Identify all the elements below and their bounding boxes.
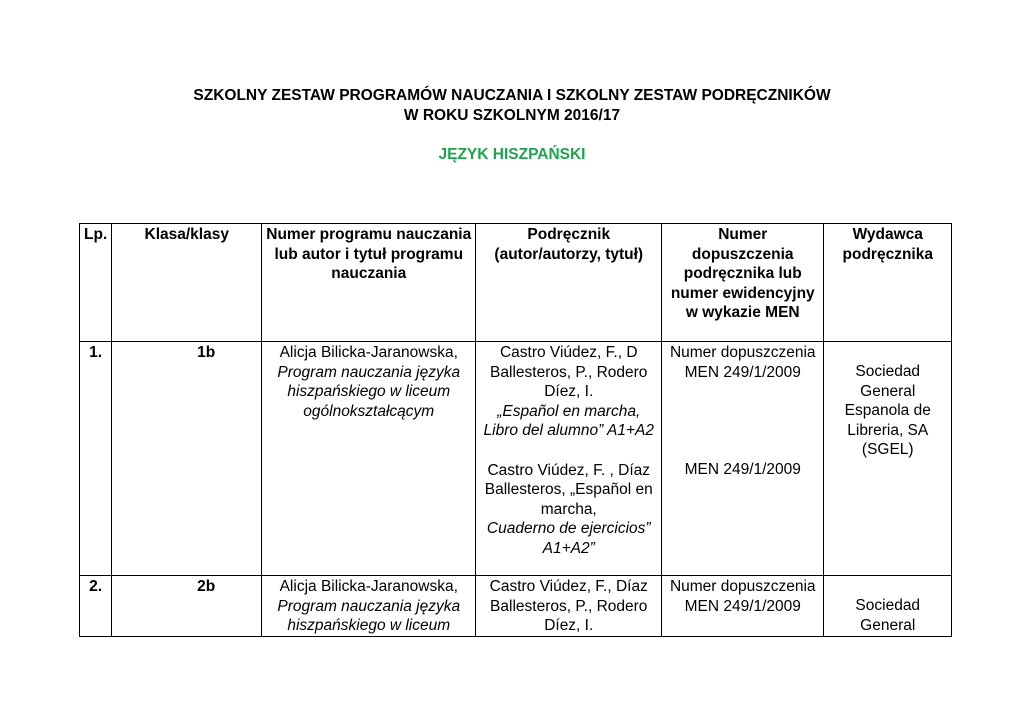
textbook-cell: Castro Viúdez, F., Díaz Ballesteros, P., Rodero Díez, I. bbox=[476, 576, 662, 637]
class-cell: 2b bbox=[112, 576, 262, 637]
spacer bbox=[666, 382, 819, 460]
publisher-cell: Sociedad General Espanola de Libreria, SA (SGEL) bbox=[824, 342, 952, 576]
workbook-title: Cuaderno de ejercicios” A1+A2” bbox=[486, 520, 651, 557]
class-cell: 1b bbox=[112, 342, 262, 576]
column-header-wydawca: Wydawca podręcznika bbox=[824, 224, 952, 342]
textbook-authors: Castro Viúdez, F., D Ballesteros, P., Rodero Díez, I. bbox=[490, 344, 648, 400]
program-title: Program nauczania języka hiszpańskiego w liceum ogólnokształcącym bbox=[277, 363, 461, 420]
program-cell bbox=[262, 576, 476, 637]
column-header-klasa: Klasa/klasy bbox=[112, 224, 262, 342]
approval-number-cell bbox=[662, 342, 824, 576]
row-number: 2. bbox=[80, 576, 112, 637]
table-row bbox=[80, 342, 952, 576]
program-author: Alicja Bilicka-Jaranowska, bbox=[279, 344, 458, 361]
column-header-numer: Numer dopuszczenia podręcznika lub numer ewidencyjny w wykazie MEN bbox=[662, 224, 824, 342]
approval-number: Numer dopuszczenia MEN 249/1/2009 bbox=[669, 344, 816, 381]
subject-heading: JĘZYK HISZPAŃSKI bbox=[438, 146, 586, 163]
approval-number-workbook: MEN 249/1/2009 bbox=[684, 461, 801, 478]
program-cell bbox=[262, 342, 476, 576]
document-title-year: W ROKU SZKOLNYM 2016/17 bbox=[403, 107, 621, 124]
column-header-program: Numer programu nauczania lub autor i tytuł programu nauczania bbox=[262, 224, 476, 342]
program-title: Program nauczania języka hiszpańskiego w liceum bbox=[277, 597, 461, 634]
curriculum-table bbox=[79, 223, 952, 637]
row-number: 1. bbox=[80, 342, 112, 576]
textbook-cell bbox=[476, 342, 662, 576]
approval-number-cell: Numer dopuszczenia MEN 249/1/2009 bbox=[662, 576, 824, 637]
table-header-row bbox=[80, 224, 952, 342]
table-row bbox=[80, 576, 952, 637]
publisher-cell: Sociedad General bbox=[824, 576, 952, 637]
spacer bbox=[480, 441, 657, 461]
workbook-authors: Castro Viúdez, F. , Díaz Ballesteros, „Español en marcha, bbox=[484, 461, 653, 518]
program-author: Alicja Bilicka-Jaranowska, bbox=[279, 578, 458, 595]
document-title: SZKOLNY ZESTAW PROGRAMÓW NAUCZANIA I SZKOLNY ZESTAW PODRĘCZNIKÓW bbox=[193, 87, 831, 104]
column-header-lp: Lp. bbox=[80, 224, 112, 342]
textbook-title: „Español en marcha, Libro del alumno” A1+A2 bbox=[483, 402, 654, 439]
column-header-podrecznik: Podręcznik (autor/autorzy, tytuł) bbox=[476, 224, 662, 342]
